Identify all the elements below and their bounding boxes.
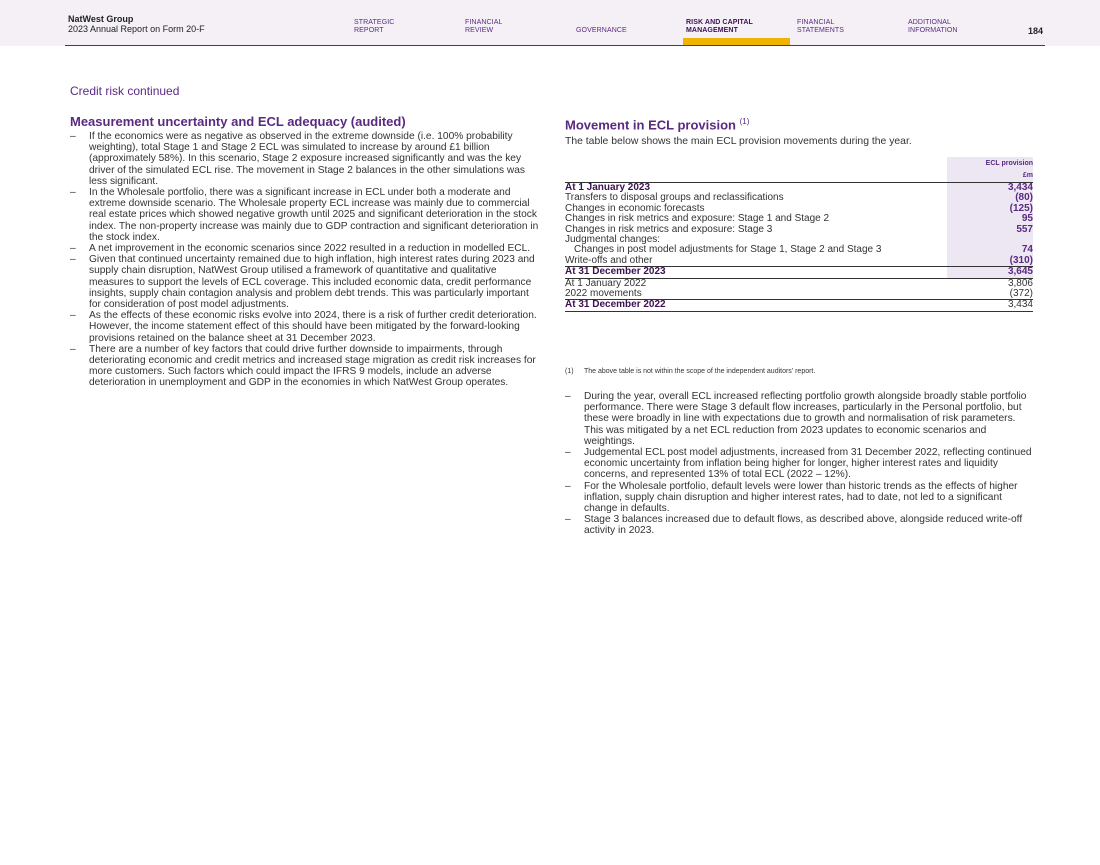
nav-label-line2: REPORT	[354, 27, 384, 34]
table-row	[565, 256, 1033, 267]
col-header-ecl-provision: ECL provision	[947, 157, 1033, 170]
row-value: (372)	[947, 289, 1033, 300]
left-heading: Measurement uncertainty and ECL adequacy (audited)	[70, 114, 406, 129]
row-label: Changes in risk metrics and exposure: Stage 3	[565, 223, 773, 235]
row-value: (80)	[947, 193, 1033, 203]
nav-governance[interactable]	[576, 19, 627, 35]
list-item: – Judgemental ECL post model adjustments, increased from 31 December 2022, reflecting continued economic uncertainty from inflation being higher for longer, higher interest rates and liquidity concerns, and represented 13% of total ECL (2022 – 12%).	[565, 447, 1032, 481]
table-unit-spacer	[565, 170, 947, 183]
table-unit-row	[565, 170, 1033, 183]
row-value: (125)	[947, 204, 1033, 214]
footnote-text: The above table is not within the scope of the independent auditors' report.	[584, 368, 816, 375]
row-label: Changes in post model adjustments for Stage 1, Stage 2 and Stage 3	[574, 244, 882, 256]
nav-label-line2: REVIEW	[465, 27, 494, 34]
row-label: Changes in economic forecasts	[565, 202, 705, 214]
right-bullet-list	[565, 391, 1033, 537]
right-heading	[565, 114, 1033, 132]
nav-strategic-report[interactable]	[354, 19, 394, 35]
bullet-text: There are a number of key factors that could drive further downside to impairments, through deteriorating economic and credit metrics and increased stage migration as credit risk increases for more customers. Such factors which could impact the IFRS 9 models, include an adverse deterioration in unemployment and GDP in the economies in which NatWest Group operates.	[89, 343, 536, 389]
row-value: (310)	[947, 256, 1033, 267]
list-item: – Stage 3 balances increased due to default flows, as described above, alongside reduced write-off activity in 2023.	[565, 514, 1023, 537]
table-header-spacer	[565, 157, 947, 170]
nav-label-line1: STRATEGIC	[354, 19, 395, 26]
bullet-text: Judgemental ECL post model adjustments, increased from 31 December 2022, reflecting continued economic uncertainty from inflation being higher for longer, higher interest rates and liquidity concerns, and represented 13% of total ECL (2022 – 12%).	[584, 447, 1032, 481]
row-label: At 31 December 2022	[565, 300, 947, 311]
right-heading-text: Movement in ECL provision	[565, 117, 736, 133]
bullet-text: Stage 3 balances increased due to default flows, as described above, alongside reduced write-off activity in 2023.	[584, 514, 1023, 537]
nav-risk-capital-management[interactable]	[686, 19, 753, 35]
ecl-movement-table	[565, 157, 1033, 312]
bullet-text: If the economics were as negative as observed in the extreme downside (i.e. 100% probability weighting), total Stage 1 and Stage 2 ECL was simulated to increase by around £1 billion (approximately 58%). In this scenario, Stage 2 exposure increased significantly and was the key driver of the simulated ECL rise. The movement in Stage 2 balances in the other simulations was less significant.	[89, 131, 526, 187]
nav-additional-information[interactable]	[908, 19, 958, 35]
right-column-body	[565, 391, 1033, 537]
list-item: – In the Wholesale portfolio, there was a significant increase in ECL under both a moderate and extreme downside scenario. The Wholesale property ECL increase was mainly due to commercial real estate prices which showed negative growth until 2025 and significant deterioration in the stock index. The non-property increase was mainly due to GDP contraction and significant deterioration in the stock index.	[70, 187, 539, 243]
nav-label-line2: STATEMENTS	[797, 27, 845, 34]
col-unit: £m	[947, 170, 1033, 183]
list-item: – A net improvement in the economic scenarios since 2022 resulted in a reduction in modelled ECL.	[70, 243, 531, 255]
row-label: At 1 January 2023	[565, 182, 651, 193]
bullet-text: During the year, overall ECL increased reflecting portfolio growth alongside broadly stable portfolio performance. There were Stage 3 default flow increases, particularly in the Personal portfolio, but these were broadly in line with expectations due to growth and normalisation of risk parameters. This was mitigated by a net ECL reduction from 2023 updates to economic scenarios and weightings.	[584, 391, 1027, 447]
list-item: – As the effects of these economic risks evolve into 2024, there is a risk of further credit deterioration. However, the income statement effect of this should have been mitigated by the forward-looking provisions retained on the balance sheet at 31 December 2023.	[70, 310, 537, 344]
left-bullet-list	[70, 131, 540, 389]
org-name: NatWest Group	[68, 14, 134, 24]
row-label: Changes in risk metrics and exposure: Stage 1 and Stage 2	[565, 213, 830, 225]
list-item: – For the Wholesale portfolio, default levels were lower than historic trends as the effects of higher inflation, supply chain disruption and higher interest rates, had to date, not led to a significant change in defaults.	[565, 480, 1018, 515]
left-column	[70, 114, 540, 389]
row-value: 74	[947, 245, 1033, 255]
heading-footnote-ref: (1)	[739, 117, 750, 126]
table-header-row	[565, 157, 1033, 170]
nav-label-line1: ADDITIONAL	[908, 19, 952, 26]
row-label: Transfers to disposal groups and reclassifications	[565, 192, 784, 204]
list-item: – There are a number of key factors that could drive further downside to impairments, through deteriorating economic and credit metrics and increased stage migration as credit risk increases for more customers. Such factors which could impact the IFRS 9 models, include an adverse deterioration in unemployment and GDP in the economies in which NatWest Group operates.	[70, 343, 536, 389]
bullet-text: A net improvement in the economic scenarios since 2022 resulted in a reduction in modelled ECL.	[89, 243, 531, 255]
active-section-indicator	[683, 38, 790, 45]
row-value: 3,645	[947, 267, 1033, 278]
bullet-text: For the Wholesale portfolio, default levels were lower than historic trends as the effects of higher inflation, supply chain disruption and higher interest rates, had to date, not led to a significant change in defaults.	[584, 480, 1018, 515]
brand-block	[68, 14, 205, 34]
right-column-header	[565, 114, 1033, 148]
nav-financial-statements[interactable]	[797, 19, 844, 35]
table-row	[565, 300, 1033, 311]
row-label: Judgmental changes:	[565, 234, 661, 246]
header-divider	[65, 45, 1045, 46]
row-label: 2022 movements	[565, 289, 947, 300]
row-value: 3,434	[947, 300, 1033, 311]
table-intro: The table below shows the main ECL provision movements during the year.	[565, 136, 912, 148]
bullet-text: In the Wholesale portfolio, there was a significant increase in ECL under both a moderate and extreme downside scenario. The Wholesale property ECL increase was mainly due to commercial real estate prices which showed negative growth until 2025 and significant deterioration in the stock index. The non-property increase was mainly due to GDP contraction and significant deterioration in the stock index.	[89, 187, 539, 243]
row-value: 3,806	[1007, 277, 1033, 289]
row-label: At 31 December 2023	[565, 267, 947, 278]
list-item: – If the economics were as negative as observed in the extreme downside (i.e. 100% probability weighting), total Stage 1 and Stage 2 ECL was simulated to increase by around £1 billion (approximately 58%). In this scenario, Stage 2 exposure increased significantly and was the key driver of the simulated ECL rise. The movement in Stage 2 balances in the other simulations was less significant.	[70, 131, 526, 187]
page-number: 184	[1028, 26, 1044, 36]
nav-label-line1: FINANCIAL	[465, 19, 503, 26]
report-title: 2023 Annual Report on Form 20-F	[68, 24, 205, 34]
bullet-text: As the effects of these economic risks evolve into 2024, there is a risk of further credit deterioration. However, the income statement effect of this should have been mitigated by the forward-looking provisions retained on the balance sheet at 31 December 2023.	[89, 310, 537, 344]
table-row	[565, 267, 1033, 278]
nav-label-line1: FINANCIAL	[797, 19, 835, 26]
nav-label-line2: INFORMATION	[908, 27, 958, 34]
list-item: – During the year, overall ECL increased reflecting portfolio growth alongside broadly stable portfolio performance. There were Stage 3 default flow increases, particularly in the Personal portfolio, but these were broadly in line with expectations due to growth and normalisation of risk parameters. This was mitigated by a net ECL reduction from 2023 updates to economic scenarios and weightings.	[565, 391, 1027, 447]
table-row	[565, 289, 1033, 300]
section-label: Credit risk continued	[70, 84, 180, 98]
row-label: Write-offs and other	[565, 256, 947, 267]
nav-label-line1: RISK AND CAPITAL	[686, 19, 753, 26]
nav-label-line2: GOVERNANCE	[576, 27, 627, 34]
nav-label-line1	[576, 19, 627, 27]
row-value	[947, 235, 1033, 245]
footnote-number: (1)	[565, 368, 574, 375]
row-label: At 1 January 2022	[565, 277, 647, 289]
row-value: 557	[947, 225, 1033, 235]
page-header	[0, 0, 1100, 46]
row-value: 95	[947, 214, 1033, 224]
row-value: 3,434	[947, 183, 1033, 194]
nav-financial-review[interactable]	[465, 19, 502, 35]
list-item: – Given that continued uncertainty remained due to high inflation, high interest rates during 2023 and supply chain disruption, NatWest Group utilised a framework of quantitative and qualitative measures to support the levels of ECL coverage. This included economic data, credit performance insights, supply chain contagion analysis and problem debt trends. This was particularly important for consideration of post model adjustments.	[70, 254, 535, 311]
table-footnote	[565, 368, 815, 375]
nav-label-line2: MANAGEMENT	[686, 27, 738, 34]
bullet-text: Given that continued uncertainty remained due to high inflation, high interest rates during 2023 and supply chain disruption, NatWest Group utilised a framework of quantitative and qualitative measures to support the levels of ECL coverage. This included economic data, credit performance insights, supply chain contagion analysis and problem debt trends. This was particularly important for consideration of post model adjustments.	[89, 254, 535, 311]
